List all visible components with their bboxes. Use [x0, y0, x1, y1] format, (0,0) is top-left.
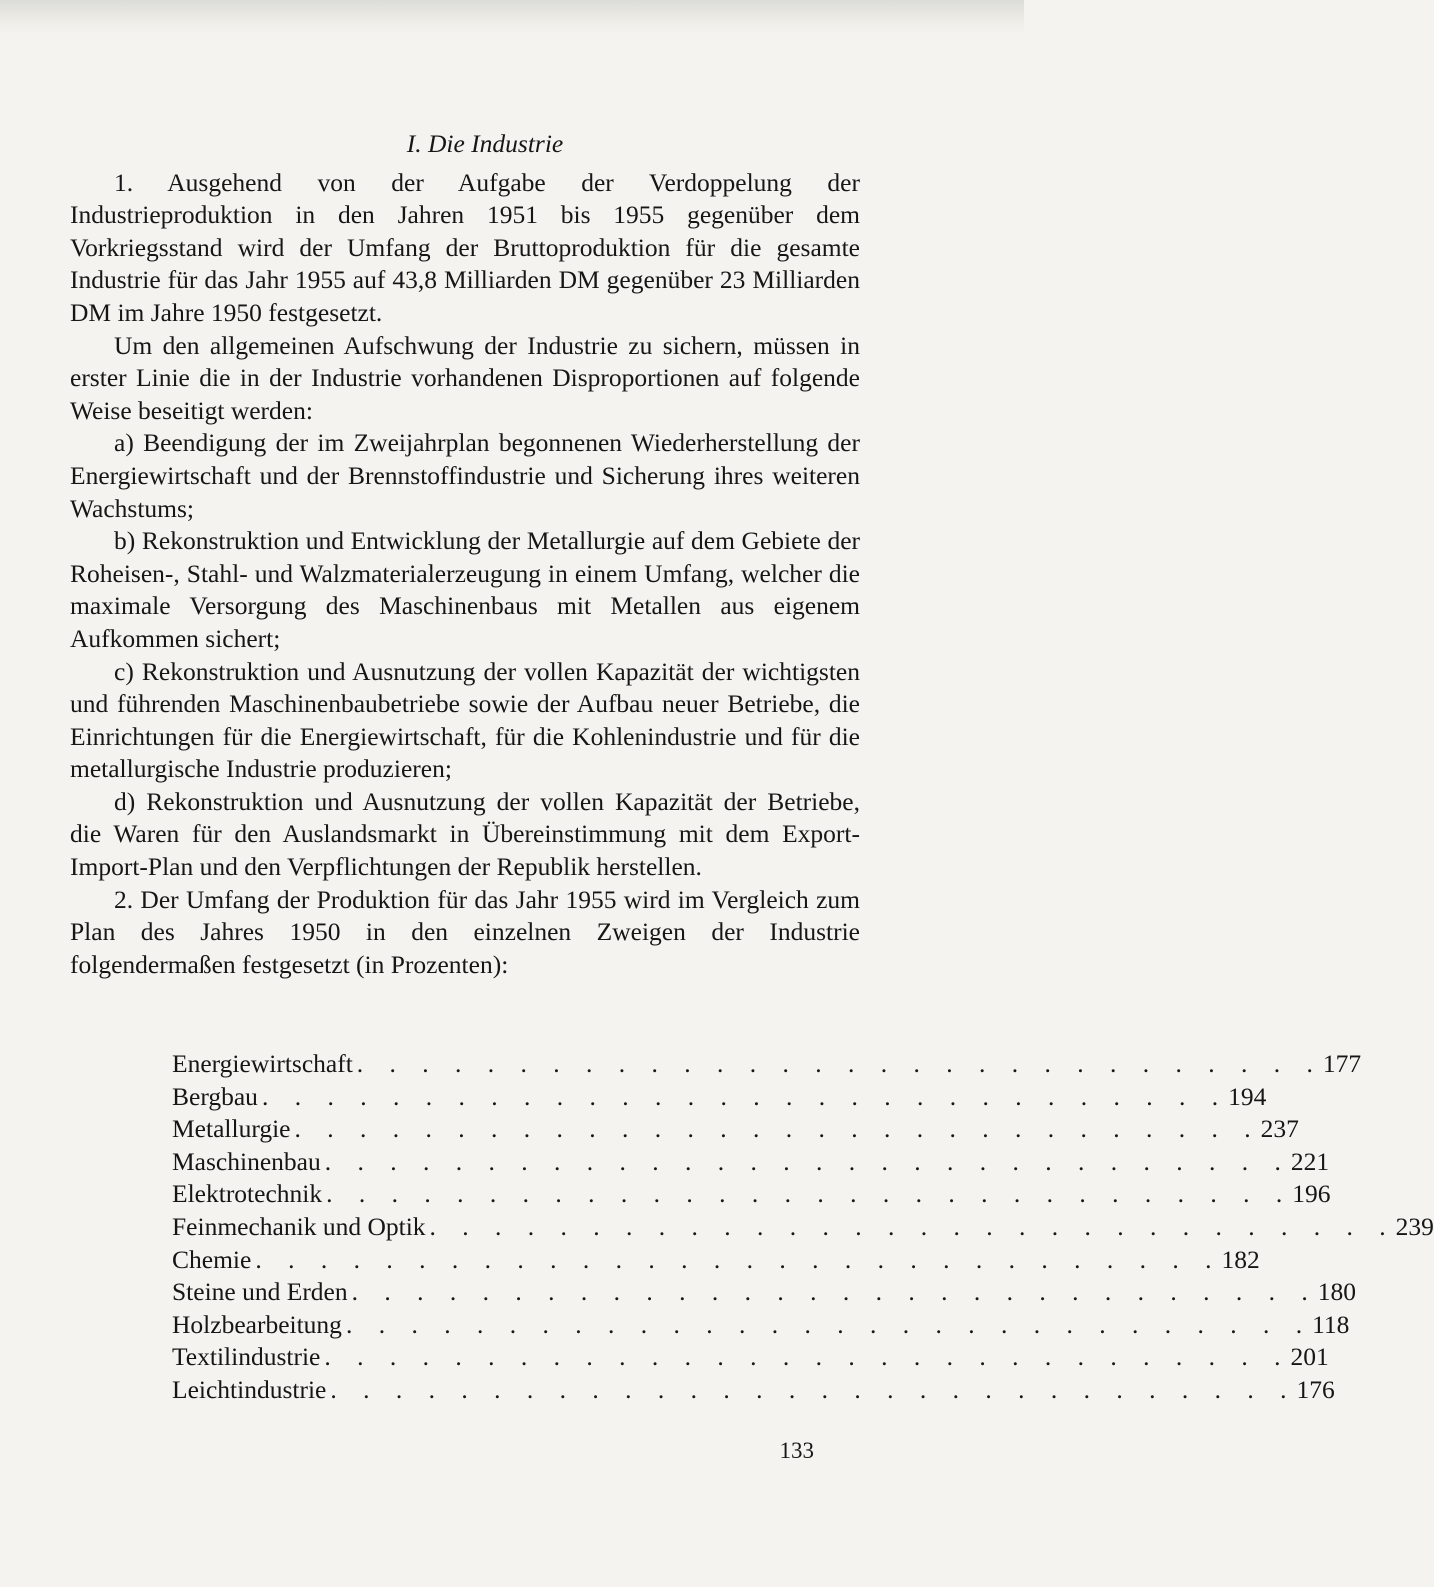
list-item-b: b) Rekonstruktion und Entwicklung der Metallurgie auf dem Gebiete der Roheisen-, Stahl- und Walzmaterialerzeugung in einem Umfang, welcher die maximale Versorgung des Maschinenbaus mit Metallen aus eigenem Aufkommen sichert; — [70, 526, 860, 653]
row-value: 201 — [1290, 1342, 1329, 1372]
table-row — [172, 1341, 1329, 1374]
row-label: Energiewirtschaft — [172, 1049, 353, 1078]
row-label: Elektrotechnik — [172, 1179, 323, 1209]
row-label: Bergbau — [172, 1081, 258, 1111]
leader-dots: . . . . . . . . . . . . . . . . . . . . . . . . . . . . . . — [255, 1244, 1222, 1274]
row-label: Textilindustrie — [172, 1342, 321, 1372]
paragraph-3: 2. Der Umfang der Produktion für das Jahr 1955 wird im Vergleich zum Plan des Jahres 1950 in den einzelnen Zweigen der Industrie folgendermaßen festgesetzt (in Prozenten): — [70, 884, 860, 979]
row-value: 176 — [1296, 1374, 1335, 1404]
paragraph-2: Um den allgemeinen Aufschwung der Industrie zu sichern, müssen in erster Linie die in der Industrie vorhandenen Disproportionen auf folgende Weise beseitigt werden: — [70, 330, 860, 425]
table-row — [172, 1048, 1362, 1081]
body-text — [70, 128, 860, 981]
row-value: 180 — [1317, 1277, 1356, 1307]
table-row — [172, 1178, 1331, 1211]
scan-edge — [0, 0, 1024, 34]
table-row — [172, 1146, 1330, 1179]
row-value: 237 — [1260, 1114, 1299, 1144]
table-row — [172, 1211, 1434, 1244]
table-row — [172, 1244, 1260, 1277]
list-item-a: a) Beendigung der im Zweijahrplan begonnenen Wiederherstellung der Energiewirtschaft und der Brennstoffindustrie und Sicherung ihres weiteren Wachstums; — [70, 428, 860, 523]
leader-dots: . . . . . . . . . . . . . . . . . . . . . . . . . . . . . . — [356, 1049, 1323, 1078]
row-label: Holzbearbeitung — [172, 1309, 342, 1339]
row-label: Steine und Erden — [172, 1277, 348, 1307]
leader-dots: . . . . . . . . . . . . . . . . . . . . . . . . . . . . . . — [261, 1081, 1229, 1111]
list-item-d: d) Rekonstruktion und Ausnutzung der vollen Kapazität der Betriebe, die Waren für den Auslandsmarkt in Übereinstimmung mit dem Export-Import-Plan und den Verpflichtungen der Republik herstellen. — [70, 786, 860, 882]
leader-dots: . . . . . . . . . . . . . . . . . . . . . . . . . . . . . . — [294, 1114, 1261, 1144]
leader-dots: . . . . . . . . . . . . . . . . . . . . . . . . . . . . . . — [324, 1146, 1291, 1176]
row-value: 194 — [1228, 1081, 1267, 1111]
table-row — [172, 1276, 1356, 1309]
row-value: 221 — [1290, 1146, 1330, 1176]
leader-dots: . . . . . . . . . . . . . . . . . . . . . . . . . . . . . . — [324, 1342, 1291, 1372]
row-value: 118 — [1312, 1309, 1350, 1339]
page-number: 133 — [779, 1438, 814, 1463]
leader-dots: . . . . . . . . . . . . . . . . . . . . . . . . . . . . . . — [429, 1211, 1396, 1241]
leader-dots: . . . . . . . . . . . . . . . . . . . . . . . . . . . . . . — [345, 1309, 1313, 1339]
row-label: Metallurgie — [172, 1114, 291, 1144]
row-value: 239 — [1395, 1211, 1434, 1241]
table-row — [172, 1081, 1267, 1114]
table-row — [172, 1113, 1299, 1146]
row-label: Chemie — [172, 1244, 252, 1274]
section-heading: I. Die Industrie — [406, 129, 564, 158]
table-row — [172, 1309, 1350, 1342]
list-item-c: c) Rekonstruktion und Ausnutzung der vollen Kapazität der wichtigsten und führenden Maschinenbaubetriebe sowie der Aufbau neuer Betriebe, die Einrichtungen für die Energiewirtschaft, für die Kohlenindustrie und für die metallurgische Industrie produzieren; — [70, 656, 860, 784]
row-label: Maschinenbau — [172, 1146, 321, 1176]
leader-dots: . . . . . . . . . . . . . . . . . . . . . . . . . . . . . . — [351, 1277, 1318, 1307]
leader-dots: . . . . . . . . . . . . . . . . . . . . . . . . . . . . . . — [326, 1179, 1293, 1209]
leader-dots: . . . . . . . . . . . . . . . . . . . . . . . . . . . . . . — [330, 1374, 1297, 1404]
row-label: Feinmechanik und Optik — [172, 1211, 426, 1241]
row-value: 177 — [1322, 1049, 1362, 1078]
row-value: 196 — [1292, 1179, 1331, 1209]
paragraph-1: 1. Ausgehend von der Aufgabe der Verdoppelung der Industrieproduktion in den Jahren 1951 bis 1955 gegenüber dem Vorkriegsstand wird der Umfang der Bruttoproduktion für die gesamte Industrie für das Jahr 1955 auf 43,8 Milliarden DM gegenüber 23 Milliarden DM im Jahre 1950 festgesetzt. — [70, 167, 860, 327]
production-table — [172, 1048, 1434, 1407]
row-value: 182 — [1221, 1244, 1260, 1274]
row-label: Leichtindustrie — [172, 1374, 327, 1404]
table-row — [172, 1374, 1335, 1407]
